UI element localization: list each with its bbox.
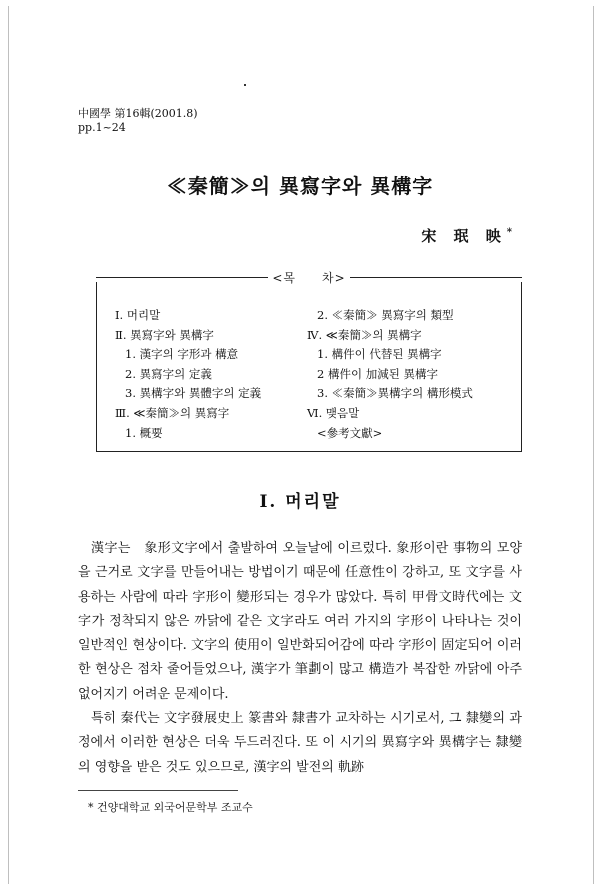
toc-item: 3. 異構字와 異體字의 定義 (125, 386, 262, 401)
footnote: * 건양대학교 외국어문학부 조교수 (88, 801, 253, 814)
toc-item: 3. ≪秦簡≫異構字의 構形模式 (317, 386, 473, 401)
scan-speck (244, 84, 246, 86)
toc-item: 2 構件이 加減된 異構字 (317, 366, 439, 381)
toc-left-column (115, 306, 261, 443)
journal-info (78, 107, 198, 135)
section-heading: Ⅰ. 머리말 (259, 492, 341, 512)
toc-heading: <목 차> (272, 270, 346, 285)
author (421, 225, 512, 246)
journal-issue: 中國學 第16輯(2001.8) (78, 107, 198, 120)
toc-item: 1. 漢字의 字形과 構意 (125, 347, 239, 362)
toc-item: 2. ≪秦簡≫ 異寫字의 類型 (317, 308, 454, 322)
toc-rule-right (350, 277, 522, 278)
footnote-rule (78, 790, 238, 791)
toc-item: Ⅵ. 맺음말 (307, 405, 360, 420)
toc-item: Ⅳ. ≪秦簡≫의 異構字 (307, 327, 422, 342)
toc-rule-left (96, 277, 268, 278)
toc-item: Ⅲ. ≪秦簡≫의 異寫字 (115, 405, 230, 420)
toc-item: 2. 異寫字의 定義 (125, 366, 212, 381)
author-name: 宋 珉 映 (421, 227, 507, 245)
toc-right-column (307, 306, 473, 443)
toc-item: Ⅰ. 머리말 (115, 308, 161, 322)
toc-item: <參考文獻> (317, 425, 383, 440)
author-footnote-mark: * (506, 227, 512, 238)
toc-item: Ⅱ. 異寫字와 異構字 (115, 327, 214, 342)
body-text (78, 537, 522, 780)
paragraph: 漢字는 象形文字에서 출발하여 오늘날에 이르렀다. 象形이란 事物의 모양을 근거로 文字를 만들어내는 방법이기 때문에 任意性이 강하고, 또 文字를 사용하는 사람에 따라 字形이 變形되는 경우가 많았다. 특히 甲骨文時代에는 文字가 정착되지 않은 까닭에 같은 文字라도 여러 가지의 字形이 나타나는 것이 일반적인 현상이다. 文字의 使用이 일반화되어감에 따라 字形이 固定되어 이러한 현상은 점차 줄어들었으나, 漢字가 筆劃이 많고 構造가 복잡한 까닭에 아주 없어지기 어려운 문제이다. (78, 541, 522, 702)
toc-item: 1. 構件이 代替된 異構字 (317, 347, 442, 362)
toc-item: 1. 概要 (125, 425, 163, 440)
paragraph: 특히 秦代는 文字發展史上 篆書와 隸書가 교차하는 시기로서, 그 隸變의 과정에서 이러한 현상은 더욱 두드러진다. 또 이 시기의 異寫字와 異構字는 隸變의 영향을 받은 것도 있으므로, 漢字의 발전의 軌跡 (78, 711, 522, 775)
journal-pages: pp.1~24 (78, 121, 126, 134)
paper-title: ≪秦簡≫의 異寫字와 異構字 (166, 174, 434, 198)
table-of-contents (96, 282, 522, 452)
